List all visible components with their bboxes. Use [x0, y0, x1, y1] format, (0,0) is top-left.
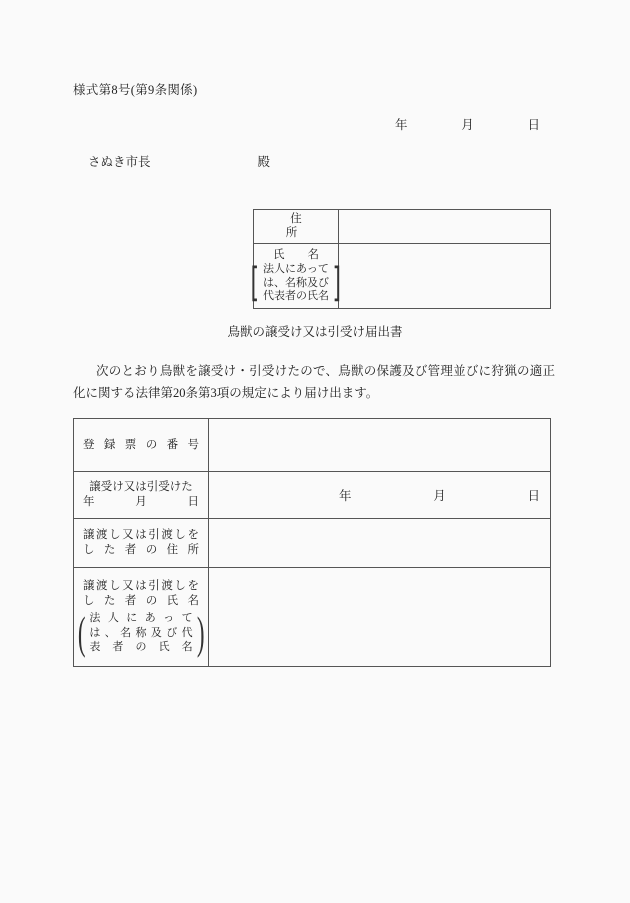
transferor-name-label-line-1: 譲渡し又は引渡しを [83, 580, 199, 593]
table-row [74, 472, 551, 519]
transferor-address-label-line-1: 譲渡し又は引渡しを [83, 529, 199, 542]
transfer-date-day-label: 日 [527, 489, 540, 503]
bracket-close-icon: ] [332, 259, 342, 306]
paren-close-icon: ) [196, 607, 205, 659]
applicant-address-label [254, 210, 352, 244]
transferor-name-value[interactable] [209, 568, 551, 667]
note-line-3: 表者の氏名 [89, 641, 193, 654]
applicant-table [250, 209, 551, 309]
applicant-name-note [250, 259, 342, 306]
note-line-3: 代表者の氏名 [263, 289, 329, 302]
paren-open-icon: ( [77, 607, 86, 659]
table-row [74, 519, 551, 568]
addressee-line [88, 152, 270, 170]
applicant-name-label-text: 氏 名 [273, 248, 319, 261]
transfer-date-label-line-2: 年 月 日 [83, 496, 199, 508]
addressee-recipient: さぬき市長 [88, 155, 151, 169]
transferor-name-label [74, 568, 209, 667]
transferor-address-value[interactable] [209, 519, 551, 568]
transfer-date-label [74, 472, 209, 519]
registration-number-label-text: 登録票の番号 [83, 438, 199, 451]
registration-number-label [74, 419, 209, 472]
date-month-label: 月 [461, 118, 474, 132]
page-title: 鳥獣の譲受け又は引受け届出書 [227, 325, 403, 339]
form-number: 様式第8号(第9条関係) [73, 83, 198, 97]
applicant-name-label [250, 244, 342, 309]
table-row [74, 419, 551, 472]
registration-number-value[interactable] [209, 419, 551, 472]
table-row [254, 244, 551, 309]
note-line-2: は、名称及び [263, 276, 329, 289]
addressee-honorific: 殿 [257, 155, 270, 169]
applicant-address-label-text: 住 所 [285, 212, 352, 239]
transfer-date-fields [209, 486, 550, 504]
note-line-2: は、名称及び代 [89, 626, 193, 639]
header-date-line [395, 115, 540, 133]
transferor-address-label-line-2: した者の住所 [83, 544, 199, 556]
transfer-date-year-label: 年 [339, 489, 352, 503]
note-line-1: 法人にあって [89, 612, 193, 625]
note-line-1: 法人にあって [263, 263, 329, 276]
transferor-name-label-line-2: した者の氏名 [83, 595, 199, 608]
table-row [74, 568, 551, 667]
transfer-date-value[interactable] [209, 472, 551, 519]
transfer-date-month-label: 月 [433, 489, 446, 503]
applicant-name-value[interactable] [339, 244, 551, 309]
transferor-address-label [74, 519, 209, 568]
transferor-name-note [74, 607, 208, 659]
applicant-name-note-lines [263, 263, 329, 303]
date-day-label: 日 [527, 118, 540, 132]
transfer-date-label-line-1: 譲受け又は引受けた [89, 481, 193, 494]
table-row [254, 210, 551, 244]
bracket-open-icon: [ [250, 259, 260, 306]
transferor-name-note-lines [89, 611, 192, 655]
applicant-address-value[interactable] [339, 210, 551, 244]
date-year-label: 年 [395, 118, 408, 132]
main-table [73, 418, 551, 667]
body-paragraph: 次のとおり鳥獣を譲受け・引受けたので、鳥獣の保護及び管理並びに狩猟の適正化に関する法律第20条第3項の規定により届け出ます。 [73, 364, 555, 400]
